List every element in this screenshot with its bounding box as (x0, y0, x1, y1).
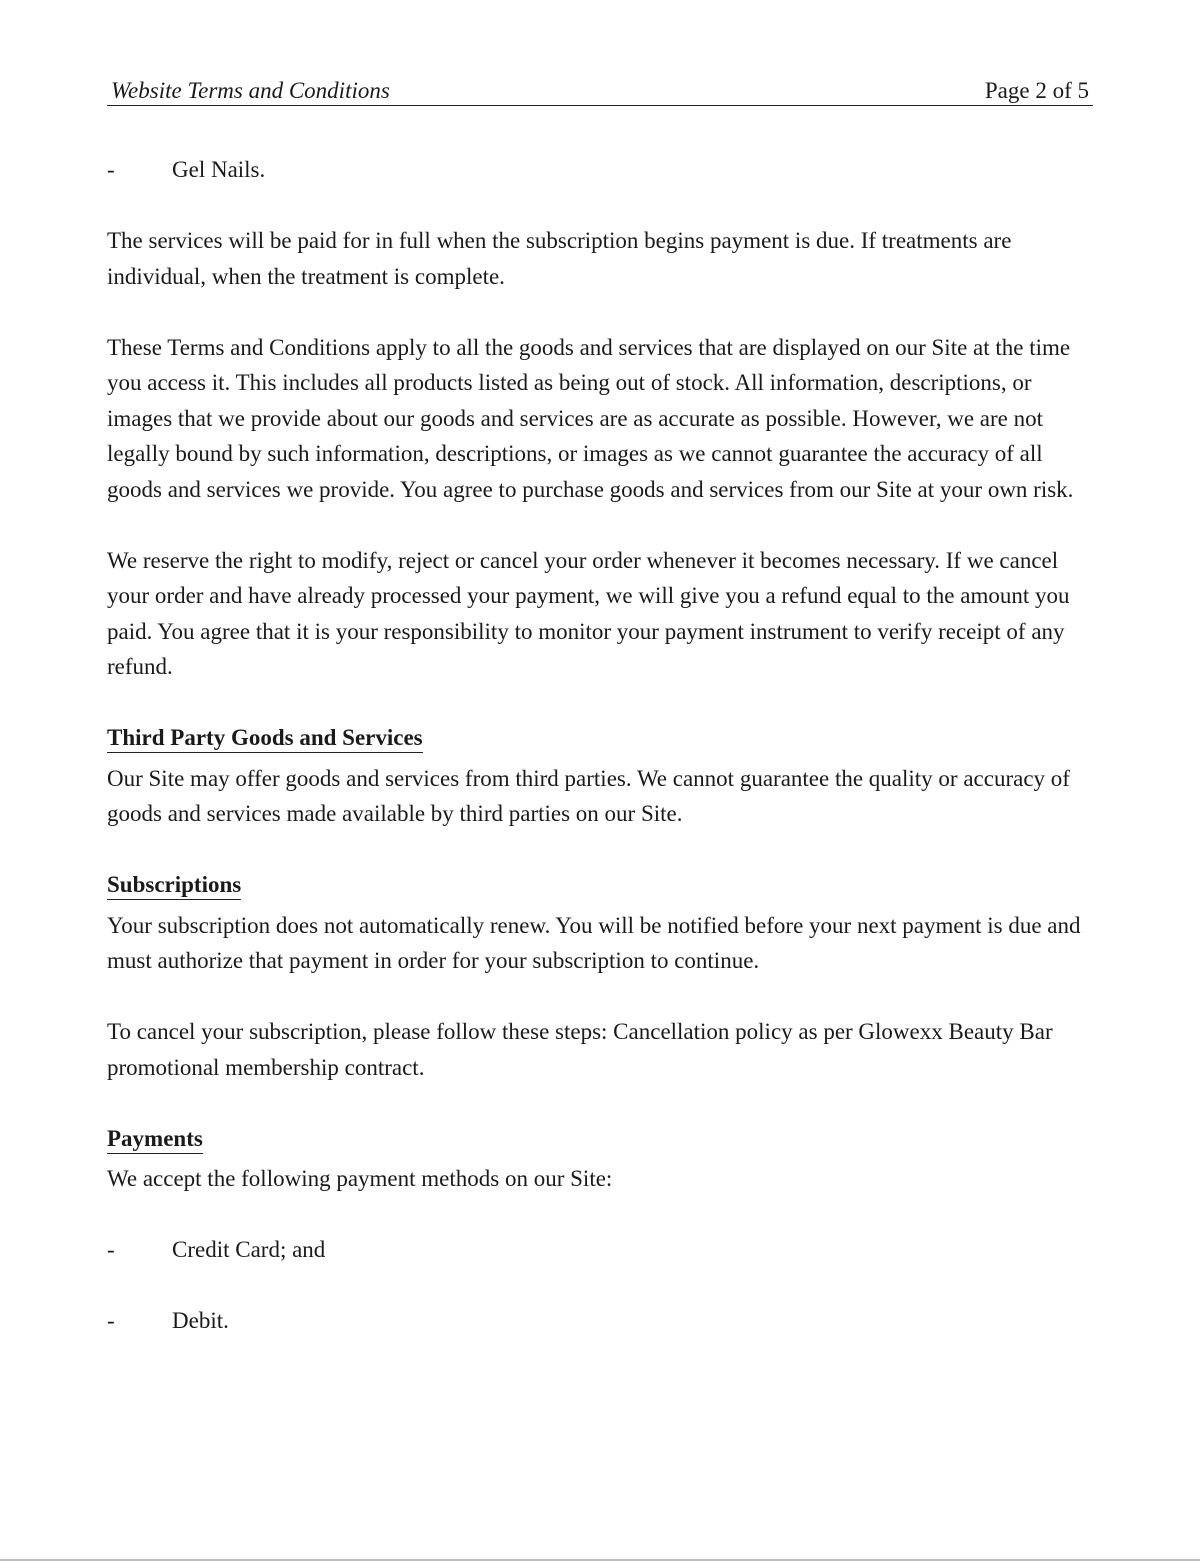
paragraph-reserve-right: We reserve the right to modify, reject or cancel your order whenever it becomes necessary. If we cancel your order and have already processed your payment, we will give you a refund equal to the amount you paid. You agree that it is your responsibility to monitor your payment instrument to verify receipt of any refund. (107, 547, 1070, 679)
bullet-dash: - (107, 1237, 115, 1262)
list-item-text: Credit Card; and (172, 1237, 326, 1262)
paragraph-terms-apply: These Terms and Conditions apply to all the goods and services that are displayed on our Site at the time you access it. This includes all products listed as being out of stock. All information, descriptions, or images that we provide about our goods and services are as accurate as possible. However, we are not legally bound by such information, descriptions, or images as we cannot guarantee the accuracy of all goods and services we provide. You agree to purchase goods and services from our Site at your own risk. (107, 334, 1074, 502)
page-number: Page 2 of 5 (984, 78, 1089, 103)
page-header (107, 78, 1093, 106)
paragraph-subscriptions: Your subscription does not automatically renew. You will be notified before your next payment is due and must authorize that payment in order for your subscription to continue. (107, 912, 1081, 973)
bullet-dash: - (107, 157, 115, 182)
bullet-dash: - (107, 1308, 115, 1333)
list-item (107, 1303, 1097, 1339)
section-heading-subscriptions: Subscriptions (107, 871, 241, 900)
paragraph-cancel-subscription: To cancel your subscription, please follow these steps: Cancellation policy as per Glowexx Beauty Bar promotional membership contract. (107, 1019, 1053, 1080)
list-item (107, 1232, 1097, 1268)
header-title: Website Terms and Conditions (111, 78, 390, 103)
section-heading-third-party: Third Party Goods and Services (107, 724, 423, 753)
paragraph-third-party: Our Site may offer goods and services from third parties. We cannot guarantee the quality or accuracy of goods and services made available by third parties on our Site. (107, 765, 1070, 826)
document-body (107, 152, 1097, 1339)
list-item (107, 152, 1097, 188)
section-heading-payments: Payments (107, 1125, 203, 1154)
paragraph-payments: We accept the following payment methods on our Site: (107, 1166, 613, 1191)
paragraph-services-payment: The services will be paid for in full when the subscription begins payment is due. If treatments are individual, when the treatment is complete. (107, 228, 1012, 289)
list-item-text: Gel Nails. (172, 157, 266, 182)
list-item-text: Debit. (172, 1308, 229, 1333)
